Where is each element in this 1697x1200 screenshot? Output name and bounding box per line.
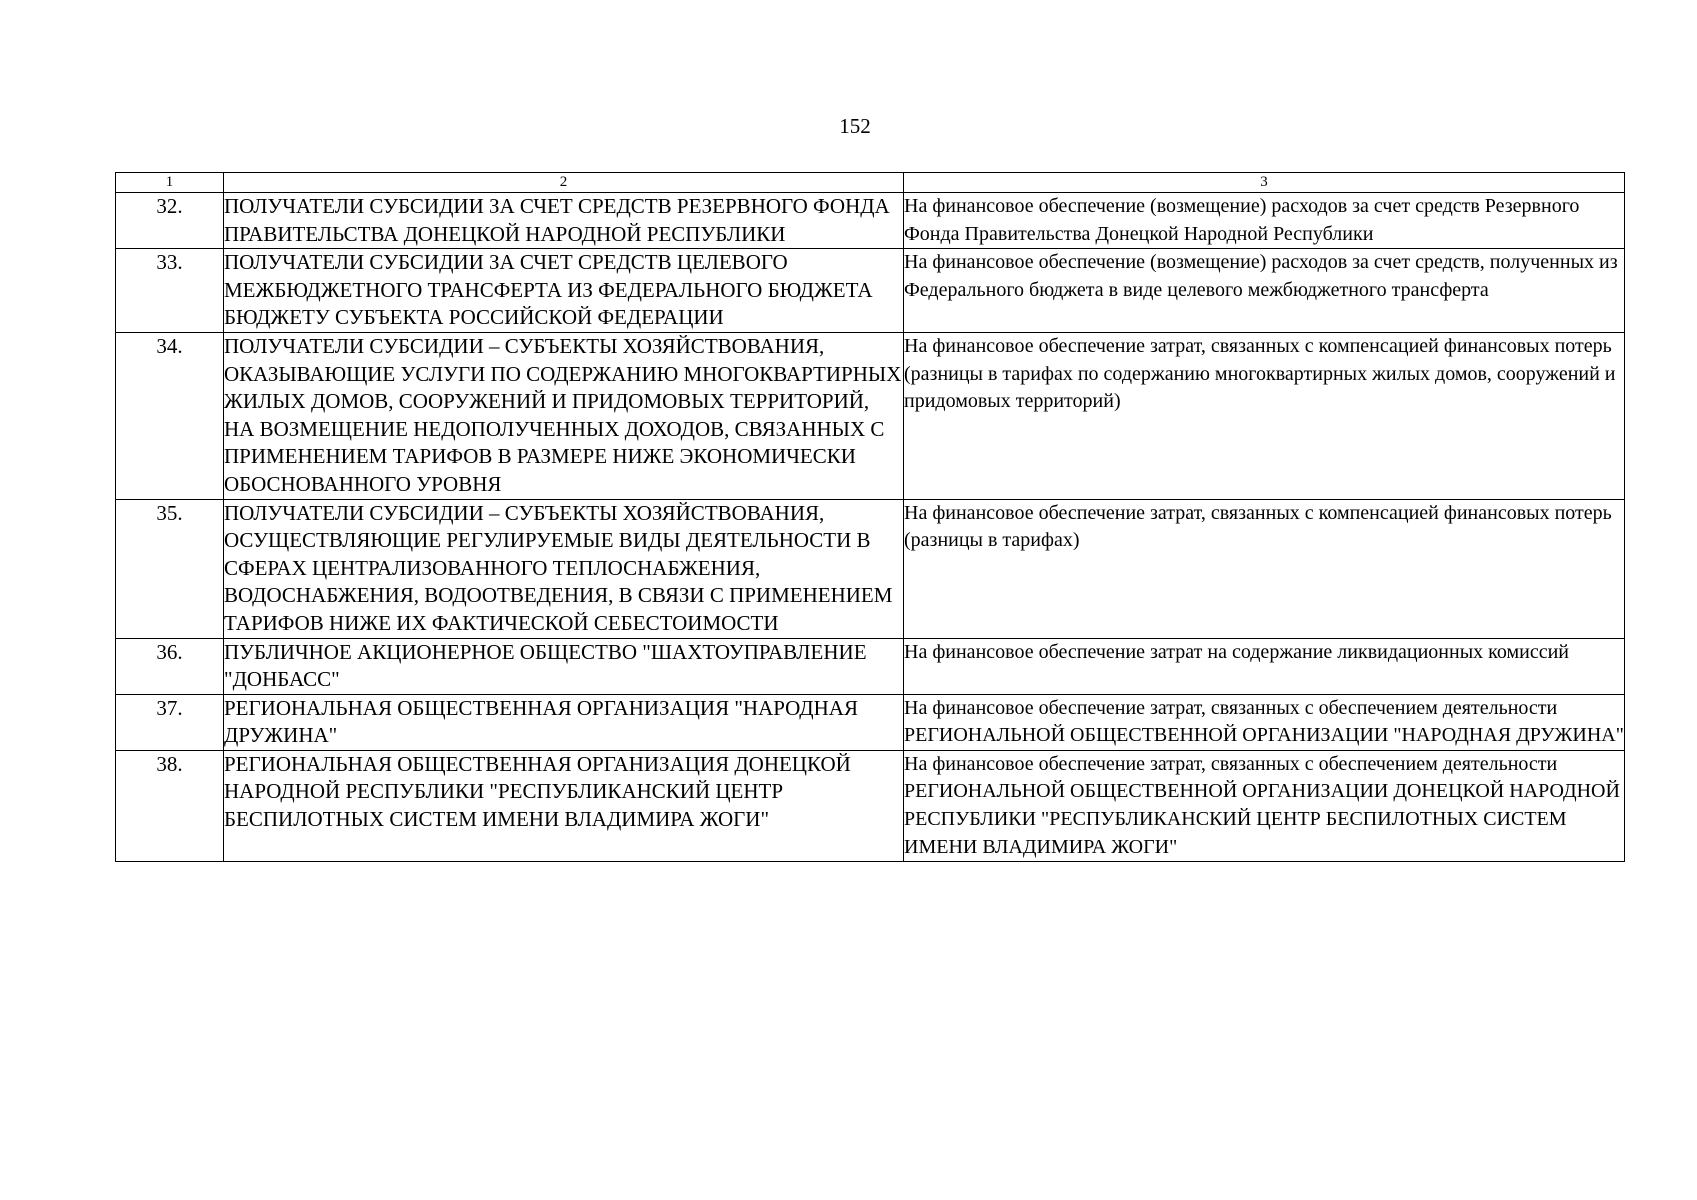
row-number: 32. — [116, 193, 224, 249]
subsidy-purpose: На финансовое обеспечение затрат, связанных с компенсацией финансовых потерь (разницы в тарифах по содержанию многоквартирных жилых домов, сооружений и придомовых территорий) — [904, 332, 1625, 499]
subsidy-purpose: На финансовое обеспечение затрат на содержание ликвидационных комиссий — [904, 638, 1625, 694]
table-row — [116, 499, 1625, 638]
table-row — [116, 750, 1625, 861]
table-row — [116, 694, 1625, 750]
subsidy-purpose: На финансовое обеспечение (возмещение) расходов за счет средств, полученных из Федерального бюджета в виде целевого межбюджетного трансферта — [904, 249, 1625, 333]
subsidy-purpose: На финансовое обеспечение (возмещение) расходов за счет средств Резервного Фонда Правительства Донецкой Народной Республики — [904, 193, 1625, 249]
row-number: 38. — [116, 750, 224, 861]
row-number: 36. — [116, 638, 224, 694]
recipient-name: РЕГИОНАЛЬНАЯ ОБЩЕСТВЕННАЯ ОРГАНИЗАЦИЯ "НАРОДНАЯ ДРУЖИНА" — [224, 694, 904, 750]
row-number: 37. — [116, 694, 224, 750]
recipient-name: ПОЛУЧАТЕЛИ СУБСИДИИ ЗА СЧЕТ СРЕДСТВ ЦЕЛЕВОГО МЕЖБЮДЖЕТНОГО ТРАНСФЕРТА ИЗ ФЕДЕРАЛЬНОГО БЮДЖЕТА БЮДЖЕТУ СУБЪЕКТА РОССИЙСКОЙ ФЕДЕРАЦИИ — [224, 249, 904, 333]
row-number: 35. — [116, 499, 224, 638]
recipient-name: ПОЛУЧАТЕЛИ СУБСИДИИ – СУБЪЕКТЫ ХОЗЯЙСТВОВАНИЯ, ОКАЗЫВАЮЩИЕ УСЛУГИ ПО СОДЕРЖАНИЮ МНОГОКВАРТИРНЫХ ЖИЛЫХ ДОМОВ, СООРУЖЕНИЙ И ПРИДОМОВЫХ ТЕРРИТОРИЙ, НА ВОЗМЕЩЕНИЕ НЕДОПОЛУЧЕННЫХ ДОХОДОВ, СВЯЗАННЫХ С ПРИМЕНЕНИЕМ ТАРИФОВ В РАЗМЕРЕ НИЖЕ ЭКОНОМИЧЕСКИ ОБОСНОВАННОГО УРОВНЯ — [224, 332, 904, 499]
column-header-recipient: 2 — [224, 173, 904, 193]
subsidy-purpose: На финансовое обеспечение затрат, связанных с обеспечением деятельности РЕГИОНАЛЬНОЙ ОБЩЕСТВЕННОЙ ОРГАНИЗАЦИИ ДОНЕЦКОЙ НАРОДНОЙ РЕСПУБЛИКИ "РЕСПУБЛИКАНСКИЙ ЦЕНТР БЕСПИЛОТНЫХ СИСТЕМ ИМЕНИ ВЛАДИМИРА ЖОГИ" — [904, 750, 1625, 861]
recipient-name: ПОЛУЧАТЕЛИ СУБСИДИИ – СУБЪЕКТЫ ХОЗЯЙСТВОВАНИЯ, ОСУЩЕСТВЛЯЮЩИЕ РЕГУЛИРУЕМЫЕ ВИДЫ ДЕЯТЕЛЬНОСТИ В СФЕРАХ ЦЕНТРАЛИЗОВАННОГО ТЕПЛОСНАБЖЕНИЯ, ВОДОСНАБЖЕНИЯ, ВОДООТВЕДЕНИЯ, В СВЯЗИ С ПРИМЕНЕНИЕМ ТАРИФОВ НИЖЕ ИХ ФАКТИЧЕСКОЙ СЕБЕСТОИМОСТИ — [224, 499, 904, 638]
table-row — [116, 332, 1625, 499]
table-row — [116, 638, 1625, 694]
recipient-name: РЕГИОНАЛЬНАЯ ОБЩЕСТВЕННАЯ ОРГАНИЗАЦИЯ ДОНЕЦКОЙ НАРОДНОЙ РЕСПУБЛИКИ "РЕСПУБЛИКАНСКИЙ ЦЕНТР БЕСПИЛОТНЫХ СИСТЕМ ИМЕНИ ВЛАДИМИРА ЖОГИ" — [224, 750, 904, 861]
table-row — [116, 249, 1625, 333]
subsidy-purpose: На финансовое обеспечение затрат, связанных с обеспечением деятельности РЕГИОНАЛЬНОЙ ОБЩЕСТВЕННОЙ ОРГАНИЗАЦИИ "НАРОДНАЯ ДРУЖИНА" — [904, 694, 1625, 750]
row-number: 33. — [116, 249, 224, 333]
subsidy-purpose: На финансовое обеспечение затрат, связанных с компенсацией финансовых потерь (разницы в тарифах) — [904, 499, 1625, 638]
subsidy-recipients-table — [115, 172, 1625, 862]
recipient-name: ПУБЛИЧНОЕ АКЦИОНЕРНОЕ ОБЩЕСТВО "ШАХТОУПРАВЛЕНИЕ "ДОНБАСС" — [224, 638, 904, 694]
row-number: 34. — [116, 332, 224, 499]
recipient-name: ПОЛУЧАТЕЛИ СУБСИДИИ ЗА СЧЕТ СРЕДСТВ РЕЗЕРВНОГО ФОНДА ПРАВИТЕЛЬСТВА ДОНЕЦКОЙ НАРОДНОЙ РЕСПУБЛИКИ — [224, 193, 904, 249]
table-row — [116, 193, 1625, 249]
table-header-row — [116, 173, 1625, 193]
column-header-purpose: 3 — [904, 173, 1625, 193]
page-number: 152 — [839, 114, 871, 138]
column-header-number: 1 — [116, 173, 224, 193]
